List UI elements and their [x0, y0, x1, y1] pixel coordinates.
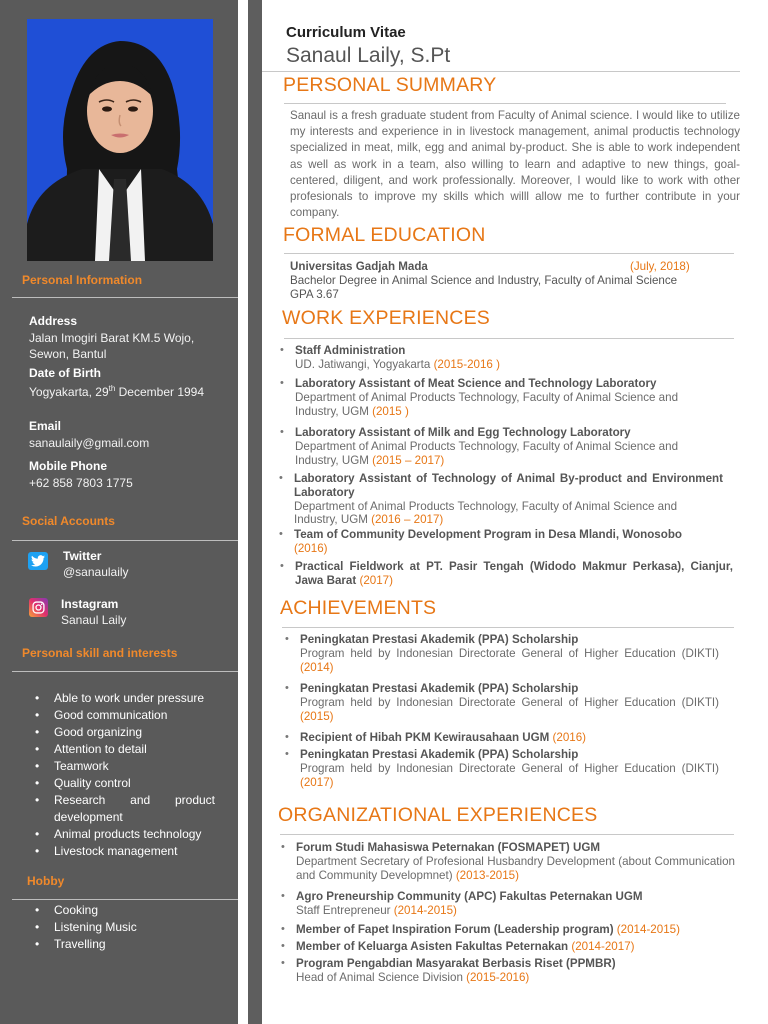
bullet: •: [285, 682, 289, 694]
personal-summary-title: PERSONAL SUMMARY: [283, 74, 497, 96]
instagram-name: Instagram: [61, 597, 119, 611]
work-detail: [295, 358, 723, 372]
twitter-name: Twitter: [63, 549, 102, 563]
work-desc: UD. Jatiwangi, Yogyakarta: [295, 357, 434, 371]
org-entry: [281, 890, 735, 918]
bullet: •: [281, 940, 285, 952]
phone-label: Mobile Phone: [29, 459, 107, 473]
twitter-bird-icon[interactable]: [28, 552, 48, 570]
list-item: • Able to work under pressure: [35, 690, 215, 707]
achievement-entry: [285, 748, 719, 789]
summary-text: Sanaul is a fresh graduate student from Faculty of Animal science. I would like to utilize my interests and experience in in livestock management, animal productis technology specialized in meat, milk, egg and animal by-product. She is able to work independent as well as work in a team, also willing to learn and adaptive to new things, goal-centered, diligent, and work professionally. Moreover, I would like to work with other profesionals to improve my skills which willl allow me to further contribute in your company.: [290, 109, 740, 220]
work-desc: Department of Animal Products Technology, Faculty of Animal Science and Industry, UGM: [295, 390, 679, 418]
work-date: (2016 – 2017): [371, 513, 444, 527]
work-title: Laboratory Assistant of Meat Science and Technology Laboratory: [295, 377, 657, 390]
work-entry: [279, 528, 734, 556]
org-title: Program Pengabdian Masyarakat Berbasis Riset (PPMBR): [296, 957, 616, 970]
sidebar-divider: [12, 297, 238, 298]
org-desc: Head of Animal Science Division: [296, 970, 467, 984]
org-detail: [296, 904, 735, 918]
org-date: (2014-2017): [568, 940, 635, 953]
org-desc: Department Secretary of Profesional Husbandry Development (about Communication and Community Developmnet): [296, 854, 735, 882]
achievement-desc: Program held by Indonesian Directorate General of Higher Education (DIKTI): [300, 646, 719, 660]
section-rule: [284, 103, 726, 104]
org-title: Member of Fapet Inspiration Forum (Leadership program): [296, 923, 614, 936]
bullet: •: [280, 377, 284, 389]
work-date: (2015 – 2017): [372, 453, 445, 467]
org-entry: [281, 940, 735, 954]
work-detail: [295, 391, 723, 419]
org-entry: [281, 957, 735, 985]
work-detail: [294, 500, 723, 528]
org-title: Forum Studi Mahasiswa Peternakan (FOSMAPET) UGM: [296, 841, 601, 854]
work-date: (2016): [294, 541, 328, 555]
work-entry: [279, 472, 723, 527]
section-rule: [284, 338, 734, 339]
formal-education-title: FORMAL EDUCATION: [283, 224, 486, 246]
work-detail: [295, 440, 723, 468]
list-item: • Cooking: [35, 902, 215, 919]
work-date: (2017): [356, 573, 393, 587]
education-school: Universitas Gadjah Mada: [290, 260, 428, 273]
dob-value-pre: Yogyakarta, 29: [29, 385, 109, 399]
social-accounts-heading: Social Accounts: [22, 514, 115, 528]
bullet: •: [281, 923, 285, 935]
phone-value: +62 858 7803 1775: [29, 476, 133, 490]
org-entry: [281, 923, 735, 937]
achievement-date: (2014): [300, 660, 334, 674]
dob-value-post: December 1994: [115, 385, 205, 399]
bullet: •: [279, 528, 283, 540]
main-content: [262, 0, 768, 1024]
list-item: • Teamwork: [35, 758, 215, 775]
twitter-handle[interactable]: @sanaulaily: [63, 565, 129, 579]
profile-photo: [27, 19, 213, 261]
dob-value: [29, 381, 219, 400]
sidebar-divider: [12, 899, 238, 900]
work-desc: Department of Animal Products Technology, Faculty of Animal Science and Industry, UGM: [294, 499, 678, 527]
work-title: Laboratory Assistant of Technology of Animal By-product and Environment Laboratory: [294, 472, 723, 499]
bullet: •: [281, 890, 285, 902]
work-line: [294, 528, 734, 556]
education-date: (July, 2018): [630, 260, 690, 273]
achievements-title: ACHIEVEMENTS: [280, 597, 437, 619]
column-gap: [238, 0, 248, 1024]
list-item: • Quality control: [35, 775, 215, 792]
page-title: Sanaul Laily, S.Pt: [286, 44, 451, 67]
org-date: (2013-2015): [455, 868, 519, 882]
education-degree: Bachelor Degree in Animal Science and Industry, Faculty of Animal Science: [290, 274, 678, 287]
list-item: • Good organizing: [35, 724, 215, 741]
achievement-entry: [285, 633, 719, 674]
org-line: [296, 940, 735, 954]
email-label: Email: [29, 419, 62, 433]
org-line: [296, 923, 735, 937]
work-date: (2015 ): [372, 404, 409, 418]
work-desc: Department of Animal Products Technology, Faculty of Animal Science and Industry, UGM: [295, 439, 679, 467]
dob-value-sup: th: [108, 384, 116, 393]
list-item: • Animal products technology: [35, 826, 215, 843]
skills-heading: Personal skill and interests: [22, 646, 178, 660]
achievement-desc: Program held by Indonesian Directorate General of Higher Education (DIKTI): [300, 761, 719, 775]
email-value[interactable]: sanaulaily@gmail.com: [29, 436, 150, 450]
header-rule: [262, 71, 740, 72]
section-rule: [284, 253, 734, 254]
achievement-date: (2016): [549, 731, 587, 744]
work-date: (2015-2016 ): [433, 357, 500, 371]
bullet: •: [280, 344, 284, 356]
org-detail: [296, 855, 735, 883]
work-experiences-title: WORK EXPERIENCES: [282, 307, 490, 329]
cv-label: Curriculum Vitae: [286, 24, 406, 41]
achievement-date: (2017): [300, 775, 334, 789]
achievement-title: Peningkatan Prestasi Akademik (PPA) Scholarship: [300, 633, 579, 646]
list-item: • Good communication: [35, 707, 215, 724]
instagram-camera-icon[interactable]: [29, 598, 48, 617]
achievement-date: (2015): [300, 709, 334, 723]
work-entry: [280, 426, 723, 467]
bullet: •: [285, 731, 289, 743]
org-detail: [296, 971, 735, 985]
bullet: •: [280, 426, 284, 438]
instagram-handle[interactable]: Sanaul Laily: [61, 613, 127, 627]
organizational-experiences-title: ORGANIZATIONAL EXPERIENCES: [278, 804, 598, 826]
profile-photo-graphic: [27, 19, 213, 261]
work-entry: [280, 560, 733, 588]
work-title: Staff Administration: [295, 344, 406, 357]
dob-label: Date of Birth: [29, 366, 101, 380]
org-date: (2014-2015): [393, 903, 457, 917]
work-title: Laboratory Assistant of Milk and Egg Technology Laboratory: [295, 426, 631, 439]
org-date: (2014-2015): [613, 923, 680, 936]
work-line: [295, 560, 733, 588]
list-item: • Travelling: [35, 936, 215, 953]
personal-info-heading: Personal Information: [22, 273, 143, 287]
achievement-title: Recipient of Hibah PKM Kewirausahaan UGM: [300, 731, 550, 744]
achievement-title: Peningkatan Prestasi Akademik (PPA) Scholarship: [300, 748, 579, 761]
achievement-desc: Program held by Indonesian Directorate General of Higher Education (DIKTI): [300, 695, 719, 709]
achievement-entry: [285, 682, 719, 723]
work-title: Team of Community Development Program in Desa Mlandi, Wonosobo: [294, 528, 683, 541]
accent-strip: [248, 0, 262, 1024]
sidebar-divider: [12, 540, 238, 541]
list-item: • Listening Music: [35, 919, 215, 936]
org-title: Member of Keluarga Asisten Fakultas Peternakan: [296, 940, 569, 953]
list-item: • Attention to detail: [35, 741, 215, 758]
achievement-entry: [285, 731, 719, 745]
bullet: •: [285, 748, 289, 760]
hobby-heading: Hobby: [27, 874, 65, 888]
bullet: •: [280, 560, 284, 572]
achievement-line: [300, 731, 719, 745]
work-entry: [280, 344, 723, 372]
skills-list: [35, 690, 215, 860]
achievement-detail: [300, 647, 719, 675]
work-title: Practical Fieldwork at PT. Pasir Tengah (Widodo Makmur Perkasa), Cianjur, Jawa Barat: [295, 560, 733, 587]
education-gpa: GPA 3.67: [290, 288, 339, 301]
list-item: • Livestock management: [35, 843, 215, 860]
bullet: •: [285, 633, 289, 645]
org-entry: [281, 841, 735, 882]
list-item: • Research and product development: [35, 792, 215, 826]
bullet: •: [279, 472, 283, 484]
sidebar: [0, 0, 238, 1024]
org-date: (2015-2016): [466, 970, 530, 984]
work-entry: [280, 377, 723, 418]
sidebar-divider: [12, 671, 238, 672]
bullet: •: [281, 957, 285, 969]
org-desc: Staff Entrepreneur: [296, 903, 394, 917]
hobby-list: [35, 902, 215, 953]
achievement-detail: [300, 762, 719, 790]
address-label: Address: [29, 314, 78, 328]
org-title: Agro Preneurship Community (APC) Fakultas Peternakan UGM: [296, 890, 643, 903]
section-rule: [282, 627, 734, 628]
achievement-title: Peningkatan Prestasi Akademik (PPA) Scholarship: [300, 682, 579, 695]
achievement-detail: [300, 696, 719, 724]
section-rule: [280, 834, 734, 835]
address-value: Jalan Imogiri Barat KM.5 Wojo, Sewon, Bantul: [29, 331, 195, 361]
bullet: •: [281, 841, 285, 853]
